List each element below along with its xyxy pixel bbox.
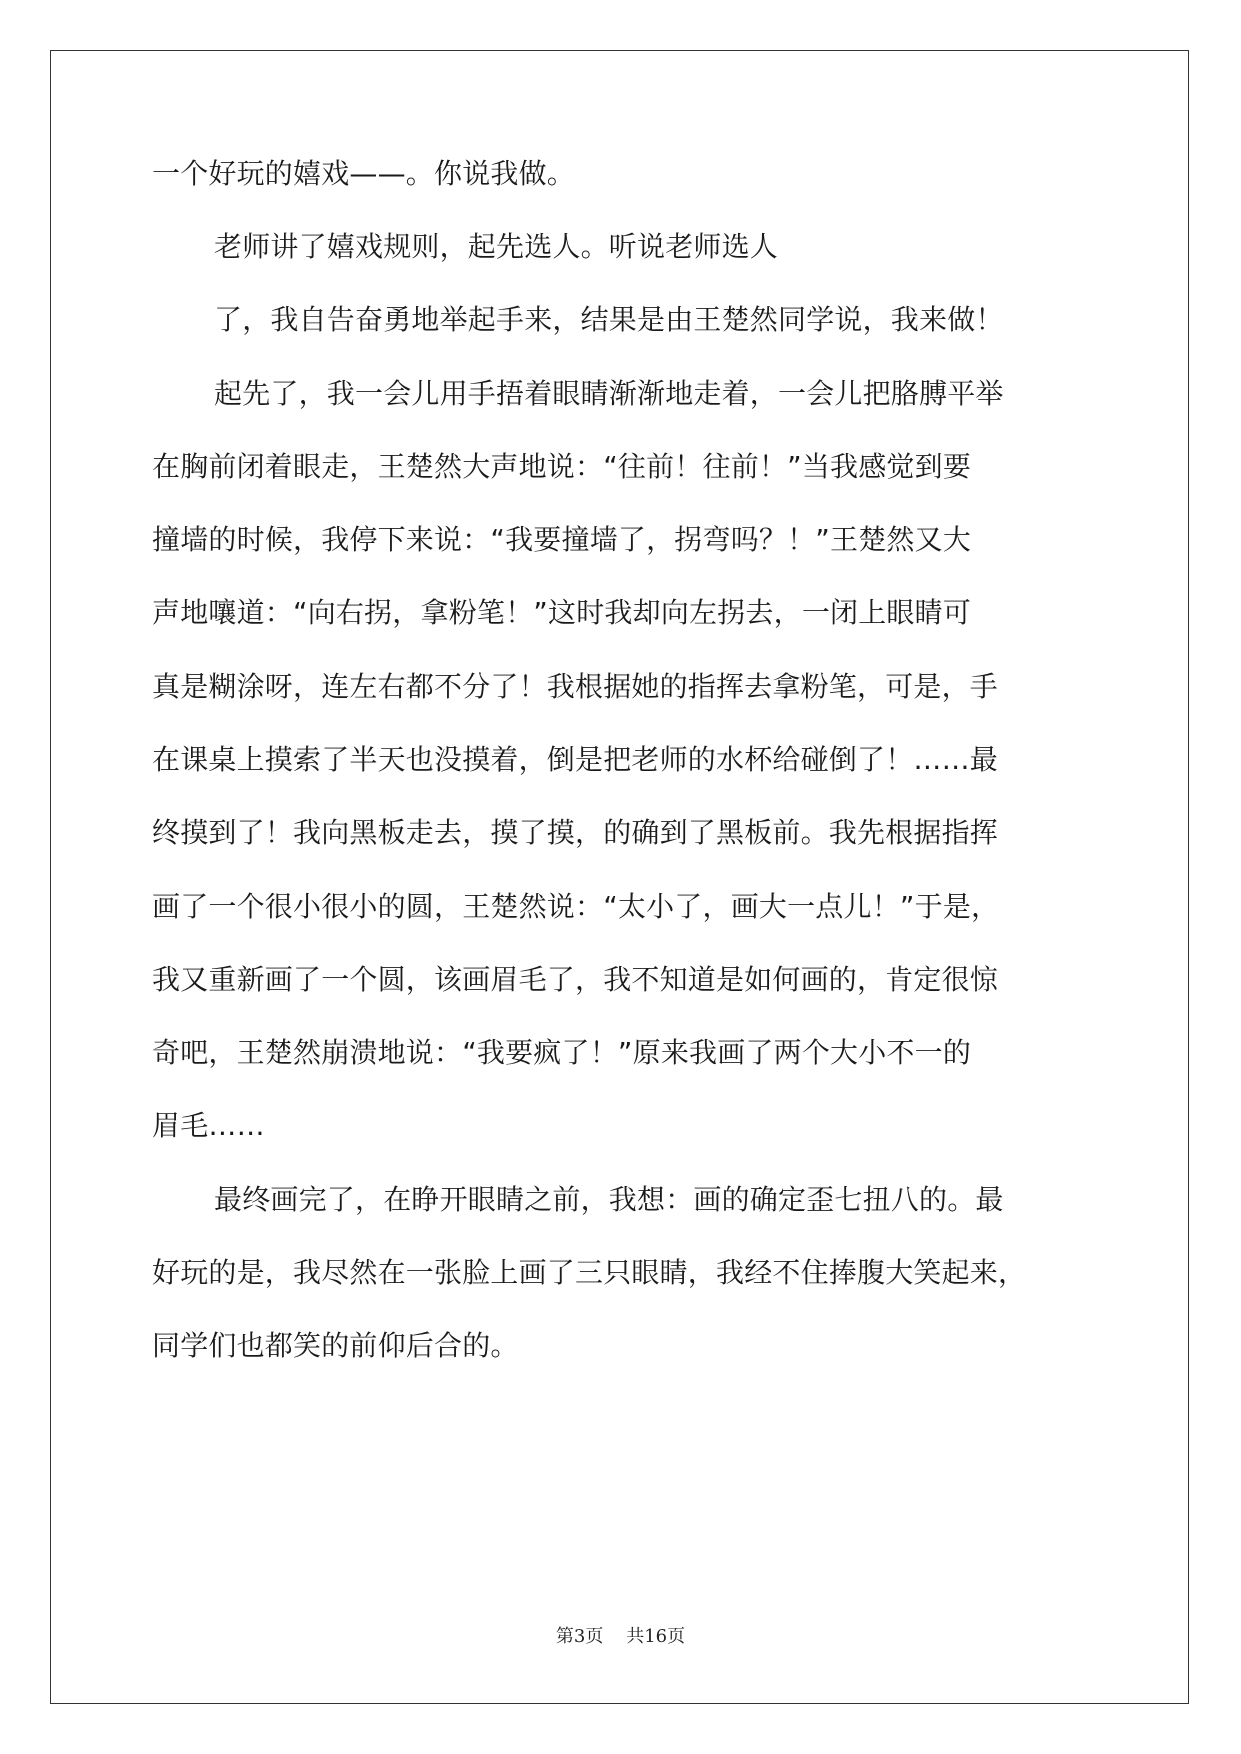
text-line-4: 起先了，我一会儿用手捂着眼睛渐渐地走着，一会儿把胳膊平举 xyxy=(214,377,1004,410)
text-line-8: 真是糊涂呀，连左右都不分了！我根据她的指挥去拿粉笔，可是，手 xyxy=(152,670,999,703)
text-line-2: 老师讲了嬉戏规则，起先选人。听说老师选人 xyxy=(214,230,779,263)
text-line-6: 撞墙的时候，我停下来说：“我要撞墙了，拐弯吗？！”王楚然又大 xyxy=(152,523,972,556)
text-line-13: 奇吧，王楚然崩溃地说：“我要疯了！”原来我画了两个大小不一的 xyxy=(152,1036,972,1069)
text-line-10: 终摸到了！我向黑板走去，摸了摸，的确到了黑板前。我先根据指挥 xyxy=(152,816,999,849)
text-line-14: 眉毛…… xyxy=(152,1109,265,1142)
text-line-12: 我又重新画了一个圆，该画眉毛了，我不知道是如何画的，肯定很惊 xyxy=(152,963,999,996)
page-border xyxy=(50,50,1189,1704)
text-line-17: 同学们也都笑的前仰后合的。 xyxy=(152,1329,519,1362)
text-line-16: 好玩的是，我尽然在一张脸上画了三只眼睛，我经不住捧腹大笑起来， xyxy=(152,1256,1027,1289)
text-line-7: 声地嚷道：“向右拐，拿粉笔！”这时我却向左拐去，一闭上眼睛可 xyxy=(152,596,972,629)
text-line-3: 了，我自告奋勇地举起手来，结果是由王楚然同学说，我来做！ xyxy=(214,303,1004,336)
text-line-5: 在胸前闭着眼走，王楚然大声地说：“往前！往前！”当我感觉到要 xyxy=(152,450,972,483)
text-line-11: 画了一个很小很小的圆，王楚然说：“太小了，画大一点儿！”于是， xyxy=(152,890,1000,923)
text-line-15: 最终画完了，在睁开眼睛之前，我想：画的确定歪七扭八的。最 xyxy=(214,1183,1004,1216)
page-number-footer: 第3页 共16页 xyxy=(555,1626,686,1647)
text-line-9: 在课桌上摸索了半天也没摸着，倒是把老师的水杯给碰倒了！……最 xyxy=(152,743,999,776)
text-line-1: 一个好玩的嬉戏——。你说我做。 xyxy=(152,157,576,190)
